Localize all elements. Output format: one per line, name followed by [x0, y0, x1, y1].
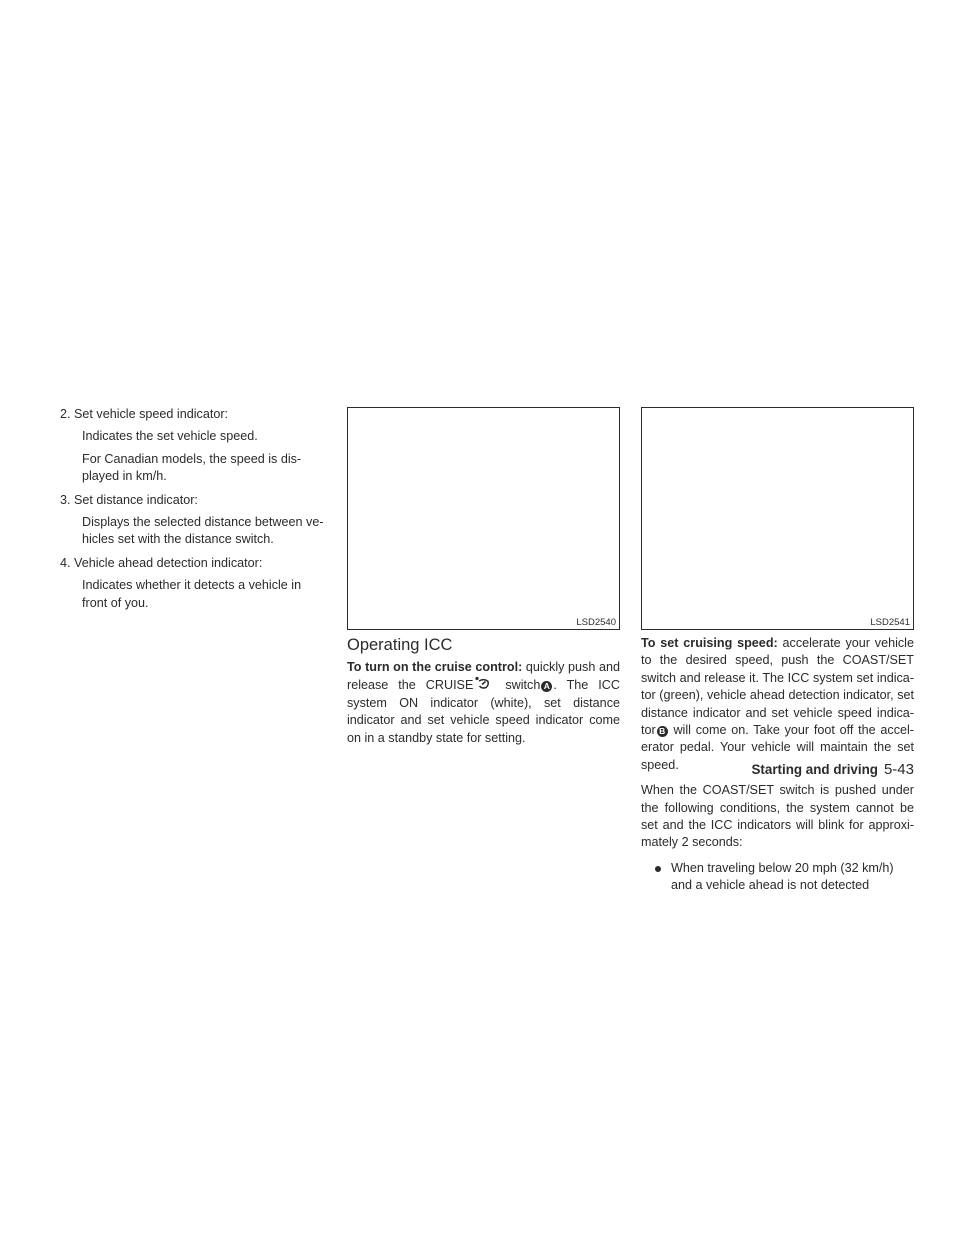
paragraph-text: accelerate your vehicle to the desired speed, push the COAST/SET switch and release it. The ICC system set indica- tor (green), vehicle ahead detection indicator, set distance indicator and set vehicle speed indica- tor: [641, 636, 914, 738]
list-item-heading: 3. Set distance indicator:: [60, 492, 198, 507]
callout-a-badge: A: [541, 681, 552, 692]
cruise-control-icon: [473, 676, 495, 690]
figure-code: LSD2541: [870, 617, 910, 628]
paragraph-lead: To set cruising speed:: [641, 636, 778, 650]
bullet-item: [655, 860, 914, 895]
page-number: 5-43: [883, 761, 914, 778]
paragraph: [641, 635, 914, 774]
list-item-text: Indicates the set vehicle speed.: [82, 429, 258, 444]
list-item-text: Displays the selected distance between ve- hicles set with the distance switch.: [82, 515, 324, 547]
footer-section-title: Starting and driving: [751, 762, 878, 777]
page-footer: [641, 761, 914, 779]
list-item: [60, 492, 328, 549]
paragraph: When the COAST/SET switch is pushed under the following conditions, the system cannot be set and the ICC indicators will blink for approxi- mately 2 seconds:: [641, 783, 914, 850]
figure-icc-switch: [347, 407, 620, 630]
list-item: [60, 406, 328, 486]
paragraph-text: . The ICC system ON indicator (white), set distance indicator and set vehicle speed indicator come on in a standby state for setting.: [347, 678, 620, 745]
callout-b-badge: B: [657, 726, 668, 737]
paragraph-text: switch: [495, 678, 541, 693]
figure-code: LSD2540: [576, 617, 616, 628]
indicator-list: [60, 406, 328, 618]
paragraph-text: quickly push and release the CRUISE: [347, 660, 620, 693]
list-item-heading: 2. Set vehicle speed indicator:: [60, 407, 229, 421]
list-item-heading: 4. Vehicle ahead detection indicator:: [60, 555, 263, 570]
section-heading: Operating ICC: [347, 636, 453, 654]
operating-icc-section: [347, 635, 620, 755]
list-item-text: For Canadian models, the speed is dis- played in km/h.: [82, 451, 302, 484]
list-item-text: Indicates whether it detects a vehicle in front of you.: [82, 578, 302, 610]
bullet-text: When traveling below 20 mph (32 km/h) and a vehicle ahead is not detected: [671, 860, 894, 893]
paragraph-lead: To turn on the cruise control:: [347, 660, 523, 674]
paragraph: [347, 659, 620, 747]
figure-icc-display: [641, 407, 914, 630]
bullet-dot-icon: [655, 866, 661, 872]
list-item: [60, 555, 328, 612]
paragraph-text: will come on. Take your foot off the accel- erator pedal. Your vehicle will maintain the set speed.: [641, 723, 914, 772]
